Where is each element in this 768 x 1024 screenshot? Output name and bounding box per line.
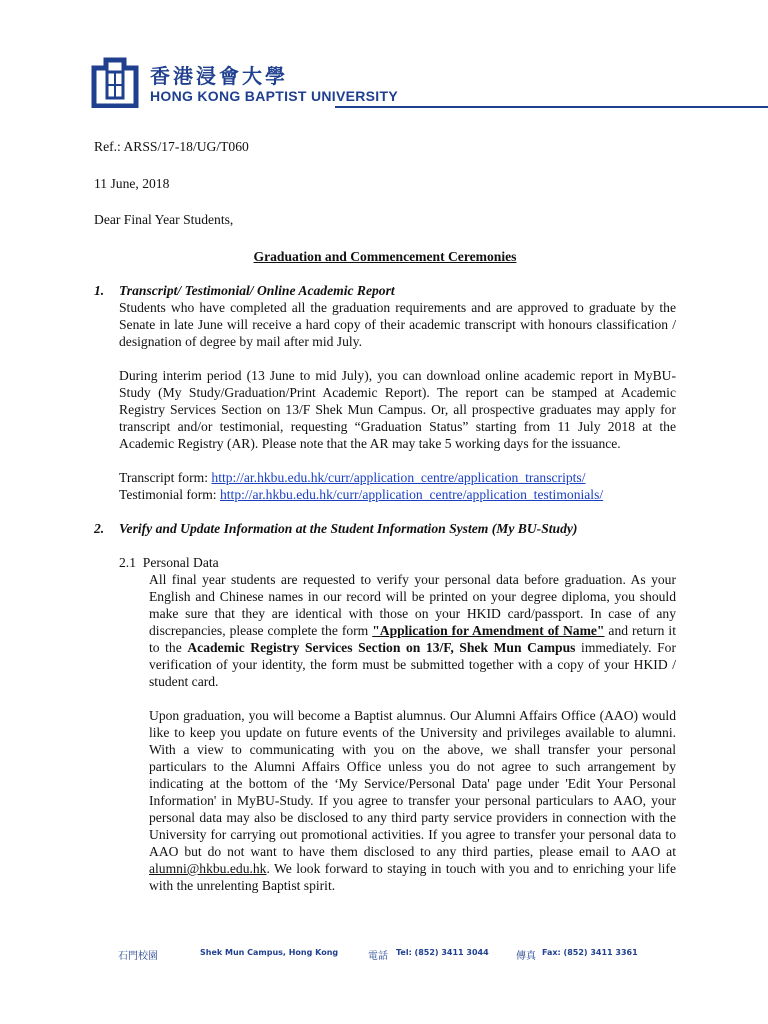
section-1-title: Transcript/ Testimonial/ Online Academic Report	[119, 283, 395, 298]
transcript-form-label: Transcript form:	[119, 470, 212, 485]
reference-number: Ref.: ARSS/17-18/UG/T060	[94, 139, 249, 154]
letter-body	[94, 138, 676, 894]
subsection-2-1	[119, 554, 676, 894]
letterhead	[90, 52, 688, 112]
salutation: Dear Final Year Students,	[94, 212, 234, 227]
letter-title: Graduation and Commencement Ceremonies	[253, 249, 517, 264]
campus-english: Shek Mun Campus, Hong Kong	[200, 948, 339, 957]
subsection-2-1-title: Personal Data	[142, 555, 219, 570]
university-name-english: HONG KONG BAPTIST UNIVERSITY	[150, 88, 398, 104]
section-1-paragraph-1: Students who have completed all the graduation requirements and are approved to graduate by the Senate in late June will receive a hard copy of their academic transcript with honours classification / designation of degree by mail after mid July.	[119, 300, 676, 349]
subsection-2-1-heading	[119, 554, 676, 571]
section-2-number: 2.	[94, 521, 105, 536]
university-name-chinese: 香港浸會大學	[150, 64, 288, 88]
amendment-form-name: "Application for Amendment of Name"	[372, 623, 605, 638]
telephone-number: Tel: (852) 3411 3044	[396, 948, 489, 957]
letter-footer	[118, 948, 638, 962]
section-1-heading	[94, 282, 676, 299]
section-2-title: Verify and Update Information at the Student Information System (My BU-Study)	[119, 521, 578, 536]
fax-chinese: 傳真	[516, 951, 536, 962]
tel-chinese: 電話	[368, 951, 388, 962]
transcript-form-line	[119, 469, 676, 486]
letter-date: 11 June, 2018	[94, 176, 170, 191]
section-1-number: 1.	[94, 283, 105, 298]
alumni-email[interactable]: alumni@hkbu.edu.hk	[149, 861, 267, 876]
testimonial-form-link[interactable]: http://ar.hkbu.edu.hk/curr/application_centre/application_testimonials/	[219, 487, 604, 502]
testimonial-form-label: Testimonial form:	[119, 487, 220, 502]
subsection-2-1-number: 2.1	[119, 555, 136, 570]
section-1-paragraph-2: During interim period (13 June to mid July), you can download online academic report in MyBU-Study (My Study/Graduation/Print Academic Report). The report can be stamped at Academic Registry Services Section on 13/F Shek Mun Campus. Or, all prospective graduates may apply for transcript and/or testimonial, requesting “Graduation Status” starting from 11 July 2018 at the Academic Registry (AR). Please note that the AR may take 5 working days for the issuance.	[119, 368, 676, 451]
header-rule	[335, 106, 768, 108]
registry-office-name: Academic Registry Services Section on 13/F, Shek Mun Campus	[187, 640, 576, 655]
personal-data-paragraph-1: All final year students are requested to verify your personal data before graduation. As your English and Chinese names in our record will be printed on your degree diploma, you should make sure that they are identical with those on your HKID card/passport. In case of any discrepancies, please complete the form "Application for Amendment of Name" and return it to the Academic Registry Services Section on 13/F, Shek Mun Campus immediately. For verification of your identity, the form must be submitted together with a copy of your HKID / student card.	[149, 572, 676, 689]
section-2-heading	[94, 520, 676, 537]
personal-data-paragraph-2: Upon graduation, you will become a Baptist alumnus. Our Alumni Affairs Office (AAO) would like to keep you update on future events of the University and privileges available to alumni. With a view to communicating with you on the above, we shall transfer your personal particulars to the Alumni Affairs Office unless you do not agree to such arrangement by indicating at the bottom of the ‘My Service/Personal Data' page under 'Edit Your Personal Information' in MyBU-Study. If you agree to transfer your personal particulars to AAO, your personal data may also be disclosed to any third party service providers in connection with the University for carrying out promotional activities. If you agree to transfer your personal data to AAO but do not want to have them disclosed to any third parties, please email to AAO at alumni@hkbu.edu.hk. We look forward to staying in touch with you and to enriching your life with the unrelenting Baptist spirit.	[149, 708, 676, 893]
fax-number: Fax: (852) 3411 3361	[542, 948, 638, 957]
hkbu-logo	[90, 56, 140, 108]
testimonial-form-line	[119, 486, 676, 503]
campus-chinese: 石門校園	[118, 951, 158, 962]
transcript-form-link[interactable]: http://ar.hkbu.edu.hk/curr/application_centre/application_transcripts/	[211, 470, 586, 485]
